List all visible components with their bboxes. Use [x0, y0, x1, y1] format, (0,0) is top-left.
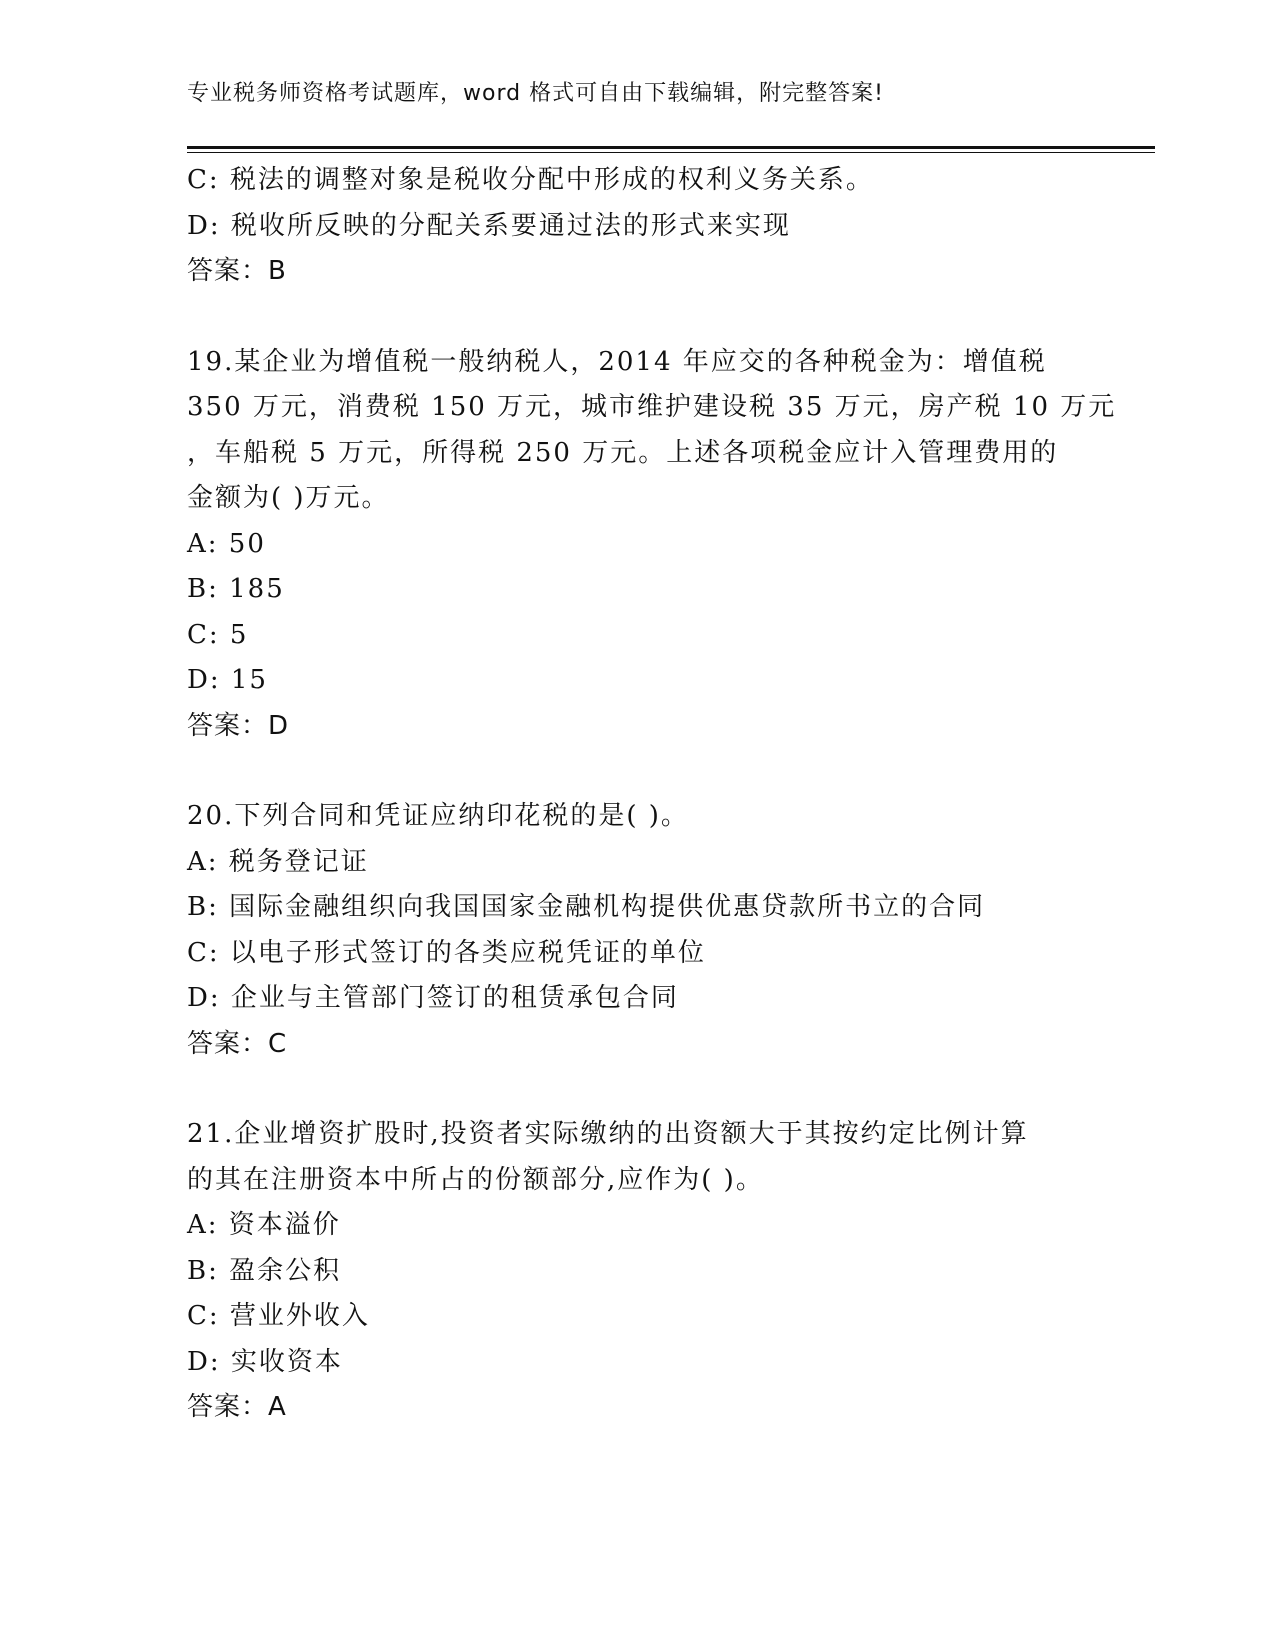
question-19: [187, 340, 1117, 750]
option-d: D: 15: [187, 665, 268, 695]
question-stem-line: 20.下列合同和凭证应纳印花税的是( )。: [187, 801, 689, 831]
option-b: B: 185: [187, 574, 285, 604]
header-rule-thin: [187, 152, 1155, 153]
option-d: D: 实收资本: [187, 1346, 343, 1377]
option-c: C: 营业外收入: [187, 1301, 370, 1331]
answer-line: 答案：B: [187, 256, 287, 286]
option-a: A: 税务登记证: [187, 846, 369, 877]
option-d: D: 企业与主管部门签订的租赁承包合同: [187, 983, 679, 1013]
question-stem-line: 350 万元，消费税 150 万元，城市维护建设税 35 万元，房产税 10 万元: [187, 392, 1117, 422]
option-d: D: 税收所反映的分配关系要通过法的形式来实现: [187, 210, 791, 241]
header-rule-thick: [187, 146, 1155, 149]
option-b: B: 国际金融组织向我国国家金融机构提供优惠贷款所书立的合同: [187, 892, 986, 922]
option-a: A: 50: [187, 528, 266, 559]
option-c: C: 5: [187, 619, 249, 650]
question-stem-line: 19.某企业为增值税一般纳税人，2014 年应交的各种税金为：增值税: [187, 346, 1047, 377]
question-20: [187, 794, 1087, 1067]
option-a: A: 资本溢价: [187, 1210, 341, 1240]
question-stem-line: 21.企业增资扩股时,投资者实际缴纳的出资额大于其按约定比例计算: [187, 1119, 1029, 1149]
question-21: [187, 1112, 1087, 1431]
answer-line: 答案：C: [187, 1028, 288, 1059]
question-stem-line: 的其在注册资本中所占的份额部分,应作为( )。: [187, 1164, 764, 1195]
question-18: [187, 158, 1087, 295]
question-stem-line: 金额为( )万元。: [187, 483, 390, 513]
answer-line: 答案：D: [187, 710, 290, 741]
option-c: C: 以电子形式签订的各类应税凭证的单位: [187, 937, 706, 968]
option-c: C: 税法的调整对象是税收分配中形成的权利义务关系。: [187, 165, 874, 195]
question-content: [187, 158, 1117, 1431]
page-header: 专业税务师资格考试题库，word 格式可自由下载编辑，附完整答案!: [187, 81, 884, 106]
answer-line: 答案：A: [187, 1392, 287, 1422]
option-b: B: 盈余公积: [187, 1255, 342, 1286]
question-stem-line: ，车船税 5 万元，所得税 250 万元。上述各项税金应计入管理费用的: [187, 437, 1059, 468]
